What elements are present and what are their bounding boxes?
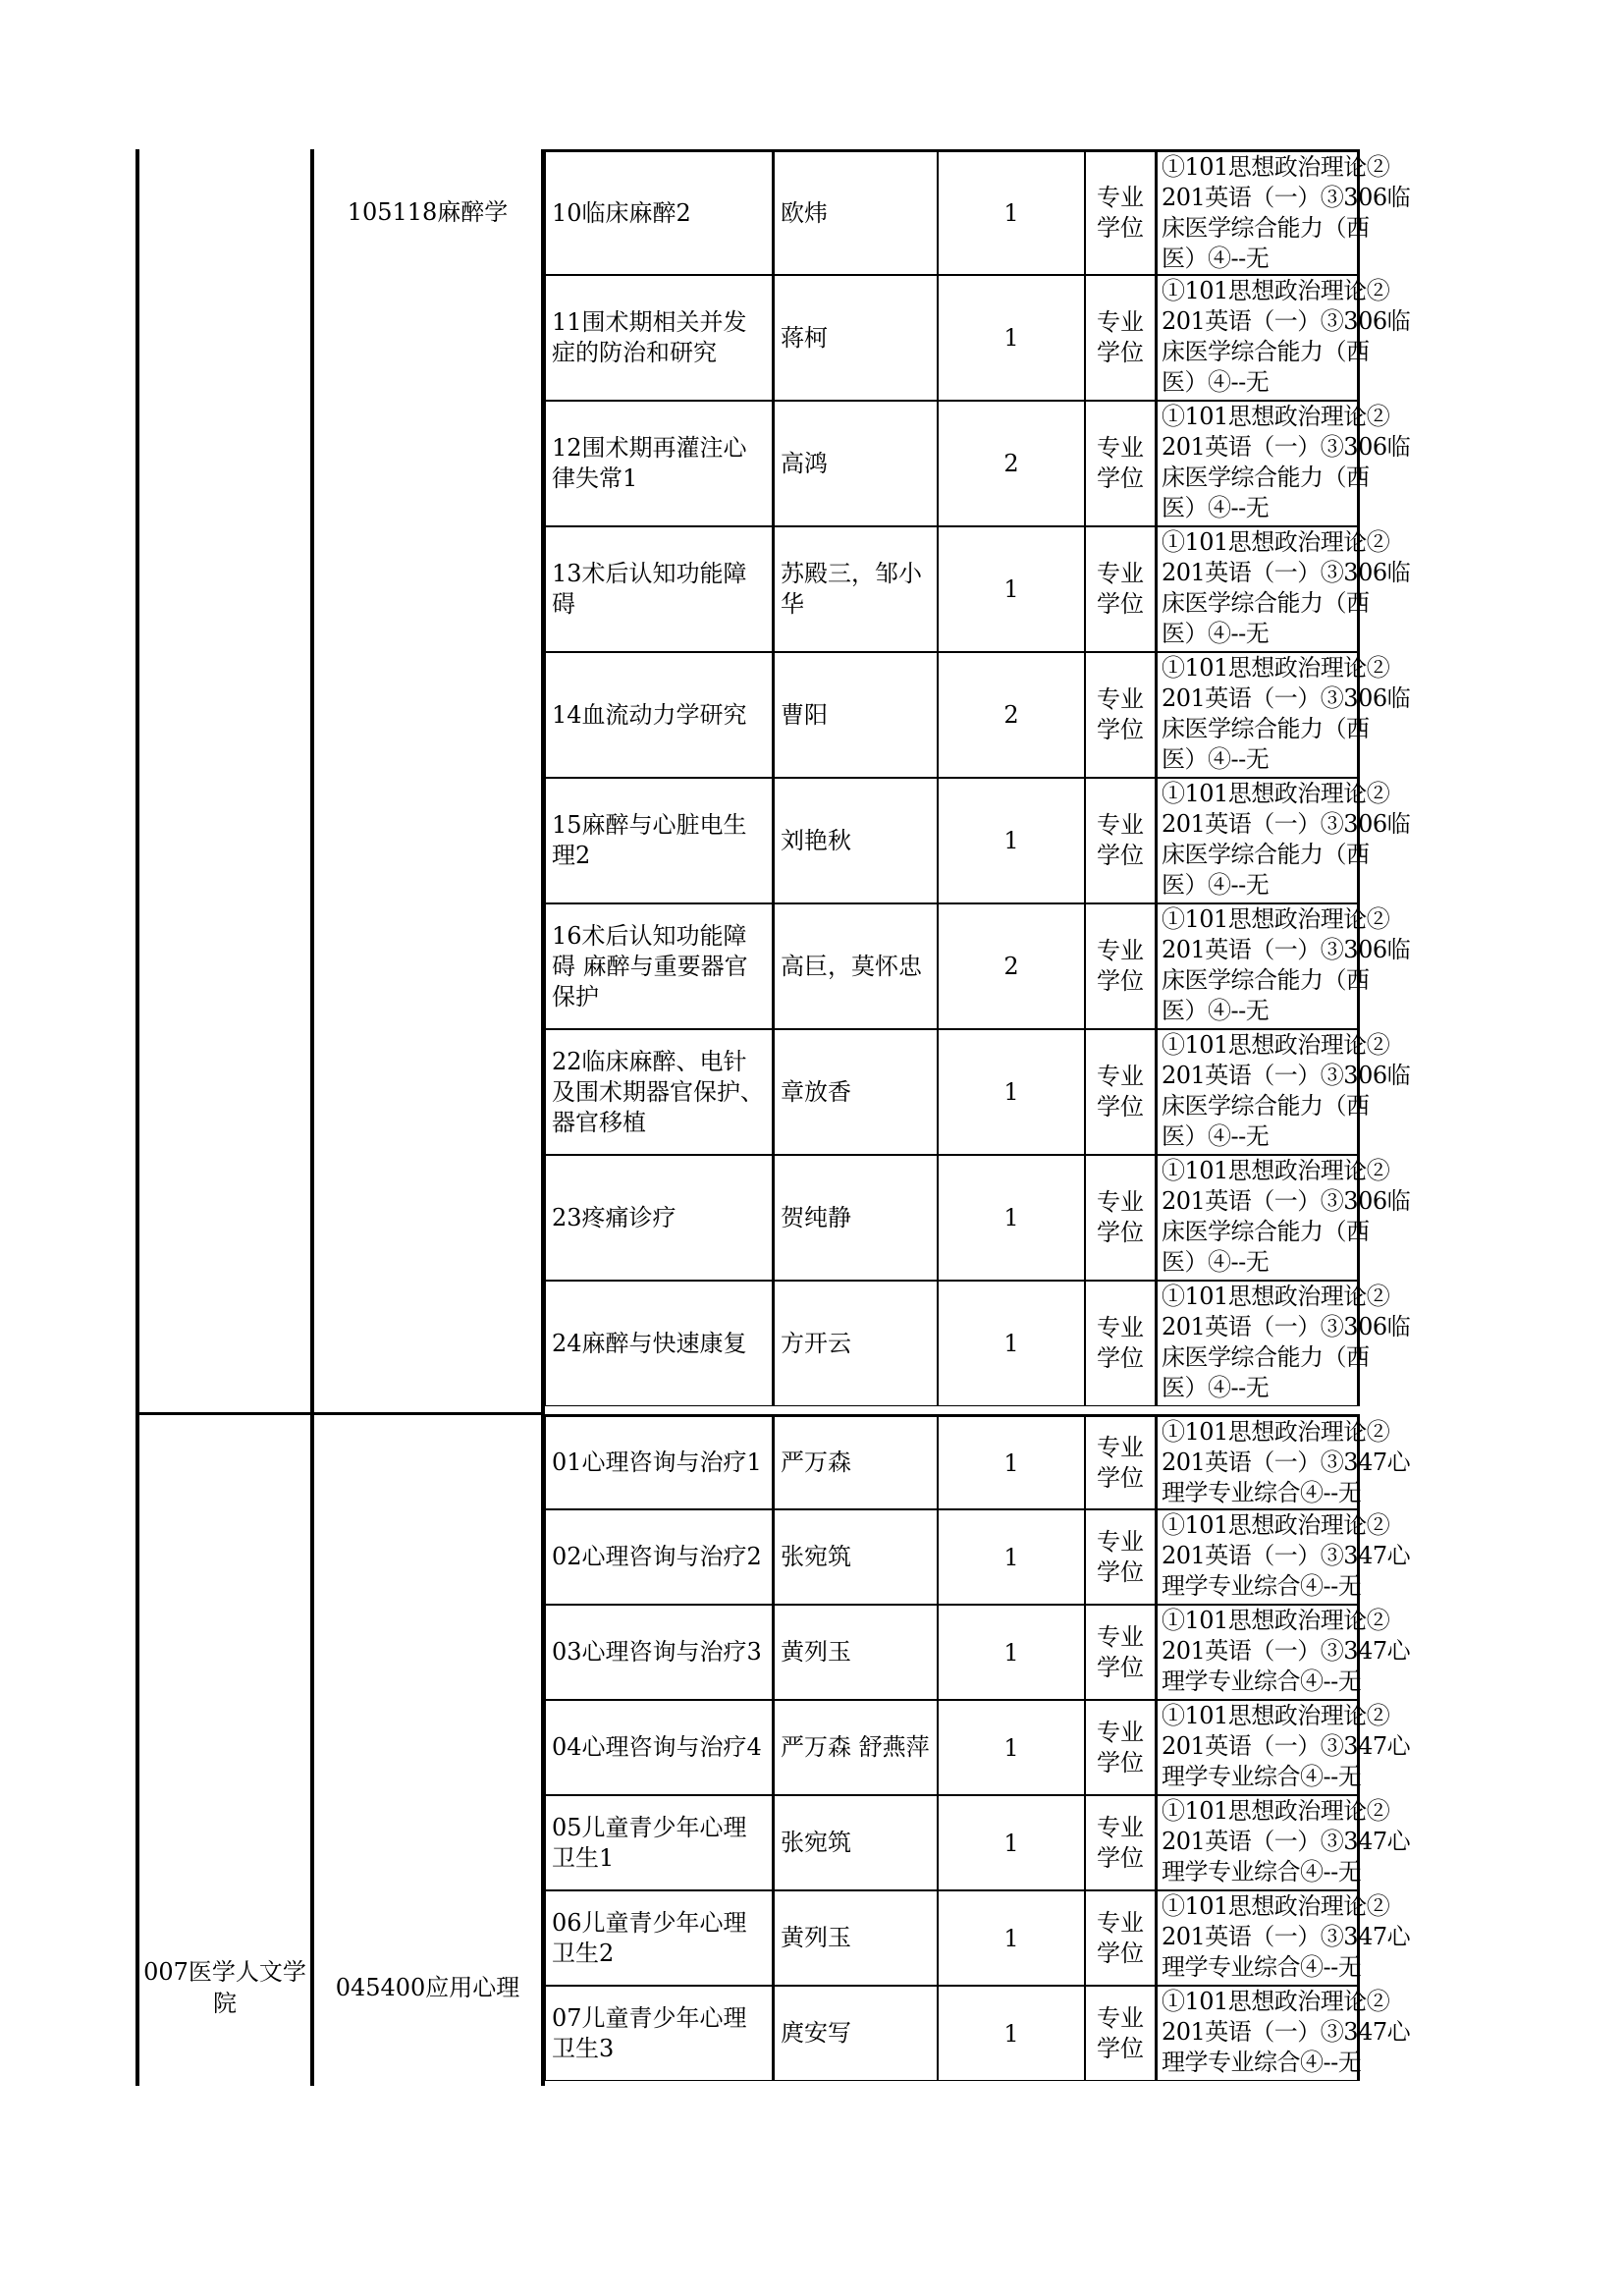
research-direction-text: 22临床麻醉、电针及围术期器官保护、器官移植 <box>552 1047 764 1136</box>
exam-subject-line: 医）④--无 <box>1162 620 1270 647</box>
degree-type-text: 专业学位 <box>1097 1908 1144 1967</box>
degree-type-text: 专业学位 <box>1097 685 1144 743</box>
supervisor-cell <box>772 1510 937 1604</box>
table-row <box>543 149 1411 275</box>
supervisor-text: 蒋柯 <box>781 323 828 352</box>
research-direction-cell <box>546 1987 772 2080</box>
exam-subject-line: ①101思想政治理论② <box>1162 1418 1390 1446</box>
exam-subject-line: 201英语（一）③306临 <box>1162 1187 1411 1215</box>
major-label-anesthesiology: 105118麻醉学 <box>347 198 509 226</box>
supervisor-cell <box>772 527 937 651</box>
enrollment-count-text: 2 <box>1003 701 1019 729</box>
degree-type-cell <box>1084 904 1155 1028</box>
research-direction-text: 11围术期相关并发症的防治和研究 <box>552 308 747 366</box>
degree-type-cell <box>1084 1701 1155 1794</box>
degree-type-cell <box>1084 1796 1155 1889</box>
research-direction-text: 16术后认知功能障碍 麻醉与重要器官保护 <box>552 921 748 1011</box>
exam-subject-line: 201英语（一）③347心 <box>1162 1542 1411 1569</box>
research-direction-cell <box>546 276 772 400</box>
enrollment-count-cell <box>937 1891 1084 1985</box>
supervisor-cell <box>772 1891 937 1985</box>
exam-subject-line: 床医学综合能力（西 <box>1162 966 1370 994</box>
exam-subject-line: ①101思想政治理论② <box>1162 1283 1390 1310</box>
exam-subject-line: 床医学综合能力（西 <box>1162 464 1370 491</box>
degree-type-text: 专业学位 <box>1097 1718 1144 1777</box>
enrollment-count-cell <box>937 1282 1084 1405</box>
enrollment-count-text: 1 <box>1003 199 1019 227</box>
table-row <box>543 903 1411 1029</box>
table-row <box>543 1281 1411 1406</box>
supervisor-cell <box>772 1796 937 1889</box>
exam-subjects-cell <box>1155 1417 1411 1508</box>
degree-type-cell <box>1084 152 1155 274</box>
table-row <box>543 1795 1411 1890</box>
exam-subject-line: ①101思想政治理论② <box>1162 528 1390 556</box>
exam-subject-line: 201英语（一）③306临 <box>1162 559 1411 586</box>
table-row <box>543 1986 1411 2081</box>
exam-subject-line: ①101思想政治理论② <box>1162 277 1390 304</box>
exam-subjects-cell <box>1155 152 1411 274</box>
research-direction-text: 15麻醉与心脏电生理2 <box>552 811 747 869</box>
exam-subjects-cell <box>1155 1891 1411 1985</box>
degree-type-text: 专业学位 <box>1097 937 1144 995</box>
exam-subject-line: 201英语（一）③306临 <box>1162 307 1411 335</box>
supervisor-cell <box>772 1606 937 1699</box>
exam-subject-line: 201英语（一）③306临 <box>1162 684 1411 712</box>
enrollment-count-cell <box>937 402 1084 525</box>
degree-type-cell <box>1084 1030 1155 1154</box>
enrollment-count-text: 1 <box>1003 575 1019 603</box>
supervisor-text: 贺纯静 <box>781 1203 851 1231</box>
exam-subjects-cell <box>1155 402 1411 525</box>
research-direction-text: 24麻醉与快速康复 <box>552 1329 747 1357</box>
supervisor-text: 庹安写 <box>781 2019 851 2047</box>
table-row <box>543 1605 1411 1700</box>
table-row <box>543 526 1411 652</box>
exam-subjects-cell <box>1155 1701 1411 1794</box>
supervisor-text: 张宛筑 <box>781 1543 851 1570</box>
exam-subjects-cell <box>1155 1156 1411 1280</box>
enrollment-count-cell <box>937 1156 1084 1280</box>
table-row <box>543 1155 1411 1281</box>
supervisor-text: 苏殿三，邹小华 <box>781 560 922 618</box>
exam-subjects-cell <box>1155 1606 1411 1699</box>
enrollment-count-text: 1 <box>1003 1829 1019 1857</box>
research-direction-cell <box>546 152 772 274</box>
degree-type-text: 专业学位 <box>1097 560 1144 618</box>
enrollment-count-cell <box>937 1417 1084 1508</box>
degree-type-cell <box>1084 1282 1155 1405</box>
research-direction-cell <box>546 402 772 525</box>
exam-subject-line: 床医学综合能力（西 <box>1162 1218 1370 1245</box>
exam-subject-line: 床医学综合能力（西 <box>1162 1092 1370 1120</box>
exam-subjects-cell <box>1155 1796 1411 1889</box>
degree-type-text: 专业学位 <box>1097 1527 1144 1586</box>
exam-subject-line: 床医学综合能力（西 <box>1162 214 1370 242</box>
exam-subjects-cell <box>1155 779 1411 902</box>
research-direction-text: 14血流动力学研究 <box>552 700 747 729</box>
supervisor-text: 高巨，莫怀忠 <box>781 952 922 980</box>
degree-type-text: 专业学位 <box>1097 434 1144 492</box>
supervisor-cell <box>772 1282 937 1405</box>
supervisor-text: 高鸿 <box>781 449 828 477</box>
exam-subject-line: 医）④--无 <box>1162 1248 1270 1276</box>
exam-subject-line: 理学专业综合④--无 <box>1162 1763 1362 1790</box>
table-row <box>543 1029 1411 1155</box>
degree-type-text: 专业学位 <box>1097 2003 1144 2062</box>
degree-type-cell <box>1084 402 1155 525</box>
table-row <box>543 401 1411 526</box>
exam-subject-line: 201英语（一）③347心 <box>1162 1923 1411 1950</box>
supervisor-cell <box>772 152 937 274</box>
degree-type-cell <box>1084 1891 1155 1985</box>
research-direction-text: 07儿童青少年心理卫生3 <box>552 2003 747 2062</box>
exam-subject-line: ①101思想政治理论② <box>1162 780 1390 807</box>
degree-type-text: 专业学位 <box>1097 184 1144 242</box>
enrollment-count-cell <box>937 1030 1084 1154</box>
exam-subject-line: ①101思想政治理论② <box>1162 1031 1390 1059</box>
research-direction-text: 23疼痛诊疗 <box>552 1203 676 1231</box>
supervisor-cell <box>772 1417 937 1508</box>
degree-type-text: 专业学位 <box>1097 1314 1144 1372</box>
exam-subject-line: 医）④--无 <box>1162 871 1270 899</box>
enrollment-count-text: 1 <box>1003 1924 1019 1952</box>
degree-type-cell <box>1084 653 1155 777</box>
exam-subject-line: 201英语（一）③347心 <box>1162 1732 1411 1760</box>
exam-subject-line: ①101思想政治理论② <box>1162 1607 1390 1634</box>
enrollment-count-text: 1 <box>1003 1638 1019 1667</box>
exam-subjects-cell <box>1155 1510 1411 1604</box>
exam-subjects-cell <box>1155 1282 1411 1405</box>
degree-type-cell <box>1084 527 1155 651</box>
degree-type-text: 专业学位 <box>1097 1813 1144 1872</box>
table-row <box>543 1890 1411 1986</box>
table-row <box>543 1414 1411 1509</box>
enrollment-count-text: 1 <box>1003 1078 1019 1106</box>
exam-subject-line: 理学专业综合④--无 <box>1162 1667 1362 1695</box>
exam-subjects-cell <box>1155 276 1411 400</box>
exam-subjects-cell <box>1155 1030 1411 1154</box>
supervisor-text: 黄列玉 <box>781 1638 851 1666</box>
enrollment-count-text: 1 <box>1003 1449 1019 1477</box>
enrollment-count-text: 1 <box>1003 1733 1019 1762</box>
enrollment-count-cell <box>937 904 1084 1028</box>
enrollment-count-cell <box>937 527 1084 651</box>
table-row <box>543 652 1411 778</box>
exam-subject-line: 医）④--无 <box>1162 494 1270 521</box>
research-direction-text: 04心理咨询与治疗4 <box>552 1733 762 1761</box>
supervisor-text: 严万森 舒燕萍 <box>781 1733 930 1761</box>
exam-subject-line: ①101思想政治理论② <box>1162 1157 1390 1184</box>
exam-subject-line: 201英语（一）③306临 <box>1162 1062 1411 1089</box>
supervisor-cell <box>772 1030 937 1154</box>
exam-subject-line: ①101思想政治理论② <box>1162 1511 1390 1539</box>
research-direction-cell <box>546 1891 772 1985</box>
degree-type-text: 专业学位 <box>1097 1063 1144 1121</box>
exam-subject-line: 医）④--无 <box>1162 1374 1270 1401</box>
enrollment-count-text: 2 <box>1003 450 1019 477</box>
exam-subject-line: ①101思想政治理论② <box>1162 1892 1390 1920</box>
supervisor-cell <box>772 779 937 902</box>
exam-subject-line: 理学专业综合④--无 <box>1162 1953 1362 1981</box>
exam-subjects-cell <box>1155 653 1411 777</box>
research-direction-text: 05儿童青少年心理卫生1 <box>552 1813 747 1872</box>
research-direction-cell <box>546 1417 772 1508</box>
table-row <box>543 1700 1411 1795</box>
exam-subject-line: 理学专业综合④--无 <box>1162 1479 1362 1506</box>
degree-type-cell <box>1084 1510 1155 1604</box>
supervisor-cell <box>772 1701 937 1794</box>
supervisor-text: 张宛筑 <box>781 1829 851 1856</box>
supervisor-text: 方开云 <box>781 1329 851 1357</box>
enrollment-count-cell <box>937 653 1084 777</box>
exam-subject-line: ①101思想政治理论② <box>1162 1988 1390 2015</box>
exam-subject-line: 201英语（一）③306临 <box>1162 1313 1411 1340</box>
research-direction-text: 06儿童青少年心理卫生2 <box>552 1908 747 1967</box>
major-label-applied-psychology: 045400应用心理 <box>335 1974 520 2001</box>
exam-subjects-cell <box>1155 1987 1411 2080</box>
enrollment-count-cell <box>937 1510 1084 1604</box>
exam-subject-line: 医）④--无 <box>1162 245 1270 272</box>
degree-type-cell <box>1084 1417 1155 1508</box>
exam-subject-line: 床医学综合能力（西 <box>1162 841 1370 868</box>
supervisor-cell <box>772 904 937 1028</box>
research-direction-text: 12围术期再灌注心律失常1 <box>552 434 747 492</box>
enrollment-count-cell <box>937 1796 1084 1889</box>
enrollment-count-text: 1 <box>1003 1204 1019 1231</box>
exam-subject-line: 201英语（一）③347心 <box>1162 2018 1411 2046</box>
enrollment-count-text: 2 <box>1003 953 1019 980</box>
exam-subject-line: 201英语（一）③347心 <box>1162 1449 1411 1476</box>
exam-subject-line: 医）④--无 <box>1162 368 1270 396</box>
table-row <box>543 275 1411 401</box>
research-direction-text: 10临床麻醉2 <box>552 198 691 227</box>
supervisor-cell <box>772 402 937 525</box>
exam-subject-line: 床医学综合能力（西 <box>1162 1343 1370 1371</box>
research-direction-cell <box>546 1606 772 1699</box>
table-left-border <box>135 149 139 2086</box>
table-row <box>543 778 1411 903</box>
degree-type-cell <box>1084 779 1155 902</box>
degree-type-text: 专业学位 <box>1097 811 1144 869</box>
degree-type-text: 专业学位 <box>1097 308 1144 366</box>
exam-subject-line: 201英语（一）③306临 <box>1162 936 1411 963</box>
enrollment-count-text: 1 <box>1003 324 1019 352</box>
enrollment-count-cell <box>937 1701 1084 1794</box>
enrollment-count-text: 1 <box>1003 827 1019 854</box>
exam-subject-line: 床医学综合能力（西 <box>1162 338 1370 365</box>
supervisor-text: 刘艳秋 <box>781 826 851 854</box>
enrollment-count-cell <box>937 152 1084 274</box>
college-column-border <box>310 149 314 2086</box>
exam-subject-line: ①101思想政治理论② <box>1162 1797 1390 1825</box>
exam-subjects-cell <box>1155 527 1411 651</box>
exam-subject-line: 理学专业综合④--无 <box>1162 2049 1362 2076</box>
exam-subject-line: ①101思想政治理论② <box>1162 905 1390 933</box>
supervisor-cell <box>772 653 937 777</box>
degree-type-cell <box>1084 1156 1155 1280</box>
supervisor-text: 黄列玉 <box>781 1924 851 1951</box>
enrollment-count-text: 1 <box>1003 1330 1019 1357</box>
research-direction-text: 03心理咨询与治疗3 <box>552 1638 762 1666</box>
supervisor-cell <box>772 1987 937 2080</box>
research-direction-cell <box>546 904 772 1028</box>
exam-subject-line: 201英语（一）③347心 <box>1162 1637 1411 1665</box>
exam-subject-line: 理学专业综合④--无 <box>1162 1572 1362 1600</box>
degree-type-text: 专业学位 <box>1097 1622 1144 1681</box>
research-direction-cell <box>546 1282 772 1405</box>
research-direction-text: 01心理咨询与治疗1 <box>552 1449 762 1476</box>
research-direction-cell <box>546 653 772 777</box>
supervisor-text: 欧炜 <box>781 198 828 227</box>
exam-subjects-cell <box>1155 904 1411 1028</box>
exam-subject-line: 201英语（一）③347心 <box>1162 1828 1411 1855</box>
degree-type-cell <box>1084 276 1155 400</box>
exam-subject-line: 201英语（一）③306临 <box>1162 433 1411 461</box>
exam-subject-line: 201英语（一）③306临 <box>1162 810 1411 838</box>
research-direction-text: 13术后认知功能障碍 <box>552 560 747 618</box>
degree-type-cell <box>1084 1606 1155 1699</box>
supervisor-cell <box>772 276 937 400</box>
supervisor-text: 曹阳 <box>781 700 828 729</box>
exam-subject-line: ①101思想政治理论② <box>1162 654 1390 682</box>
enrollment-count-text: 1 <box>1003 2019 1019 2048</box>
research-direction-cell <box>546 1030 772 1154</box>
exam-subject-line: 理学专业综合④--无 <box>1162 1858 1362 1886</box>
research-direction-text: 02心理咨询与治疗2 <box>552 1543 762 1570</box>
degree-type-text: 专业学位 <box>1097 1433 1144 1492</box>
enrollment-count-cell <box>937 779 1084 902</box>
exam-subject-line: 医）④--无 <box>1162 745 1270 773</box>
exam-subject-line: 201英语（一）③306临 <box>1162 184 1411 211</box>
degree-type-cell <box>1084 1987 1155 2080</box>
enrollment-count-cell <box>937 1606 1084 1699</box>
exam-subject-line: ①101思想政治理论② <box>1162 403 1390 430</box>
exam-subject-line: 医）④--无 <box>1162 997 1270 1024</box>
research-direction-cell <box>546 1701 772 1794</box>
research-direction-cell <box>546 527 772 651</box>
exam-subject-line: 床医学综合能力（西 <box>1162 589 1370 617</box>
enrollment-count-cell <box>937 276 1084 400</box>
exam-subject-line: ①101思想政治理论② <box>1162 153 1390 181</box>
exam-subject-line: ①101思想政治理论② <box>1162 1702 1390 1729</box>
research-direction-cell <box>546 1796 772 1889</box>
group-divider <box>135 1412 545 1415</box>
table-row <box>543 1509 1411 1605</box>
supervisor-text: 严万森 <box>781 1449 851 1476</box>
enrollment-count-cell <box>937 1987 1084 2080</box>
enrollment-count-text: 1 <box>1003 1543 1019 1571</box>
degree-type-text: 专业学位 <box>1097 1188 1144 1246</box>
supervisor-text: 章放香 <box>781 1077 851 1106</box>
research-direction-cell <box>546 1156 772 1280</box>
college-label-medical-humanities: 007医学人文学院 <box>143 1958 306 2017</box>
research-direction-cell <box>546 1510 772 1604</box>
exam-subject-line: 床医学综合能力（西 <box>1162 715 1370 742</box>
exam-subject-line: 医）④--无 <box>1162 1122 1270 1150</box>
research-direction-cell <box>546 779 772 902</box>
supervisor-cell <box>772 1156 937 1280</box>
